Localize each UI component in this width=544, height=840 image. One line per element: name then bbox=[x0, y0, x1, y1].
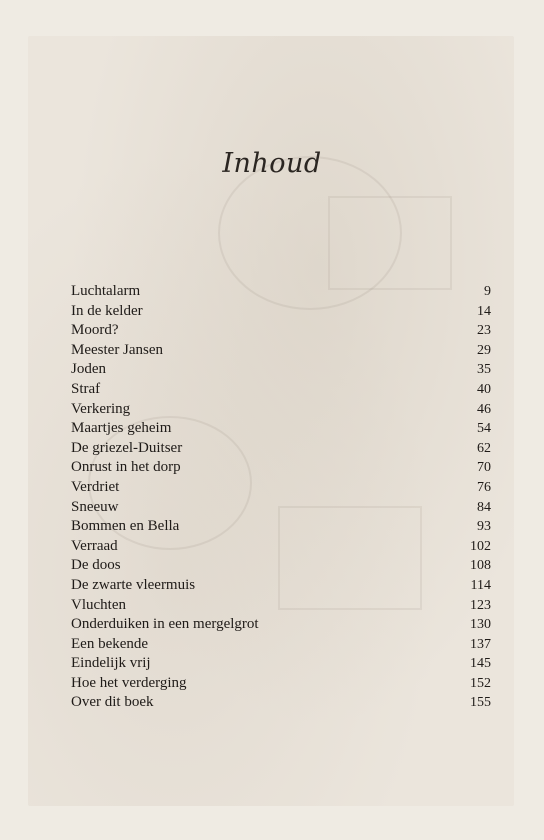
toc-entry-title: De griezel-Duitser bbox=[71, 439, 183, 456]
toc-entry bbox=[71, 478, 491, 498]
toc-entry bbox=[71, 615, 491, 635]
toc-entry-title: Hoe het verderging bbox=[71, 674, 187, 691]
toc-entry-title: Straf bbox=[71, 380, 101, 397]
toc-entry-title: Verraad bbox=[71, 537, 118, 554]
toc-entry bbox=[71, 674, 491, 694]
toc-entry bbox=[71, 458, 491, 478]
toc-entry bbox=[71, 576, 491, 596]
toc-entry-title: Meester Jansen bbox=[71, 341, 164, 358]
toc-entry-page-number: 62 bbox=[477, 440, 491, 456]
toc-entry-title: De doos bbox=[71, 557, 121, 574]
toc-entry-page-number: 152 bbox=[470, 675, 491, 691]
toc-entry bbox=[71, 302, 491, 322]
toc-entry-page-number: 137 bbox=[470, 636, 491, 652]
toc-entry-title: Bommen en Bella bbox=[71, 518, 180, 535]
toc-entry bbox=[71, 360, 491, 380]
toc-entry-title: Vluchten bbox=[71, 596, 126, 613]
toc-entry bbox=[71, 654, 491, 674]
toc-entry-title: Onderduiken in een mergelgrot bbox=[71, 616, 259, 633]
toc-entry bbox=[71, 693, 491, 713]
toc-entry-title: Verdriet bbox=[71, 478, 120, 495]
toc-entry bbox=[71, 400, 491, 420]
toc-entry-page-number: 84 bbox=[477, 499, 491, 515]
toc-entry-page-number: 35 bbox=[477, 362, 491, 378]
toc-entry bbox=[71, 635, 491, 655]
toc-entry-page-number: 130 bbox=[470, 617, 491, 633]
toc-entry-page-number: 23 bbox=[477, 323, 491, 339]
toc-entry-title: Joden bbox=[71, 361, 106, 378]
toc-entry-title: Eindelijk vrij bbox=[71, 655, 151, 672]
toc-entry-title: Over dit boek bbox=[71, 694, 154, 711]
toc-entry bbox=[71, 341, 491, 361]
toc-entry-page-number: 9 bbox=[484, 284, 491, 299]
toc-entry bbox=[71, 380, 491, 400]
toc-entry-title: Verkering bbox=[71, 400, 131, 417]
toc-entry bbox=[71, 596, 491, 616]
toc-entry-page-number: 102 bbox=[470, 538, 491, 554]
toc-entry-page-number: 29 bbox=[477, 342, 491, 358]
toc-entry-title: De zwarte vleermuis bbox=[71, 576, 196, 593]
toc-entry bbox=[71, 537, 491, 557]
table-of-contents bbox=[71, 282, 491, 713]
faded-stamp bbox=[328, 196, 452, 290]
toc-entry-title: Maartjes geheim bbox=[71, 420, 172, 437]
toc-entry-title: Sneeuw bbox=[71, 498, 119, 515]
toc-entry-page-number: 155 bbox=[470, 695, 491, 711]
toc-entry-page-number: 76 bbox=[477, 479, 491, 495]
toc-entry-title: Onrust in het dorp bbox=[71, 459, 181, 476]
toc-entry bbox=[71, 419, 491, 439]
toc-entry-page-number: 70 bbox=[477, 460, 491, 476]
toc-entry-title: Moord? bbox=[71, 322, 119, 339]
toc-entry bbox=[71, 556, 491, 576]
toc-entry-page-number: 40 bbox=[477, 381, 491, 397]
toc-entry bbox=[71, 439, 491, 459]
page-title: Inhoud bbox=[222, 148, 322, 179]
toc-entry-title: Een bekende bbox=[71, 635, 149, 652]
toc-entry-title: In de kelder bbox=[71, 302, 143, 319]
toc-entry-page-number: 46 bbox=[477, 401, 491, 417]
toc-entry bbox=[71, 282, 491, 302]
toc-entry bbox=[71, 321, 491, 341]
toc-entry-page-number: 14 bbox=[477, 303, 491, 319]
toc-entry bbox=[71, 517, 491, 537]
toc-entry-page-number: 54 bbox=[477, 421, 491, 437]
toc-entry-title: Luchtalarm bbox=[71, 283, 141, 299]
toc-entry bbox=[71, 498, 491, 518]
toc-entry-page-number: 114 bbox=[470, 577, 491, 593]
toc-entry-page-number: 145 bbox=[470, 656, 491, 672]
toc-entry-page-number: 123 bbox=[470, 597, 491, 613]
toc-entry-page-number: 108 bbox=[470, 558, 491, 574]
toc-entry-page-number: 93 bbox=[477, 519, 491, 535]
